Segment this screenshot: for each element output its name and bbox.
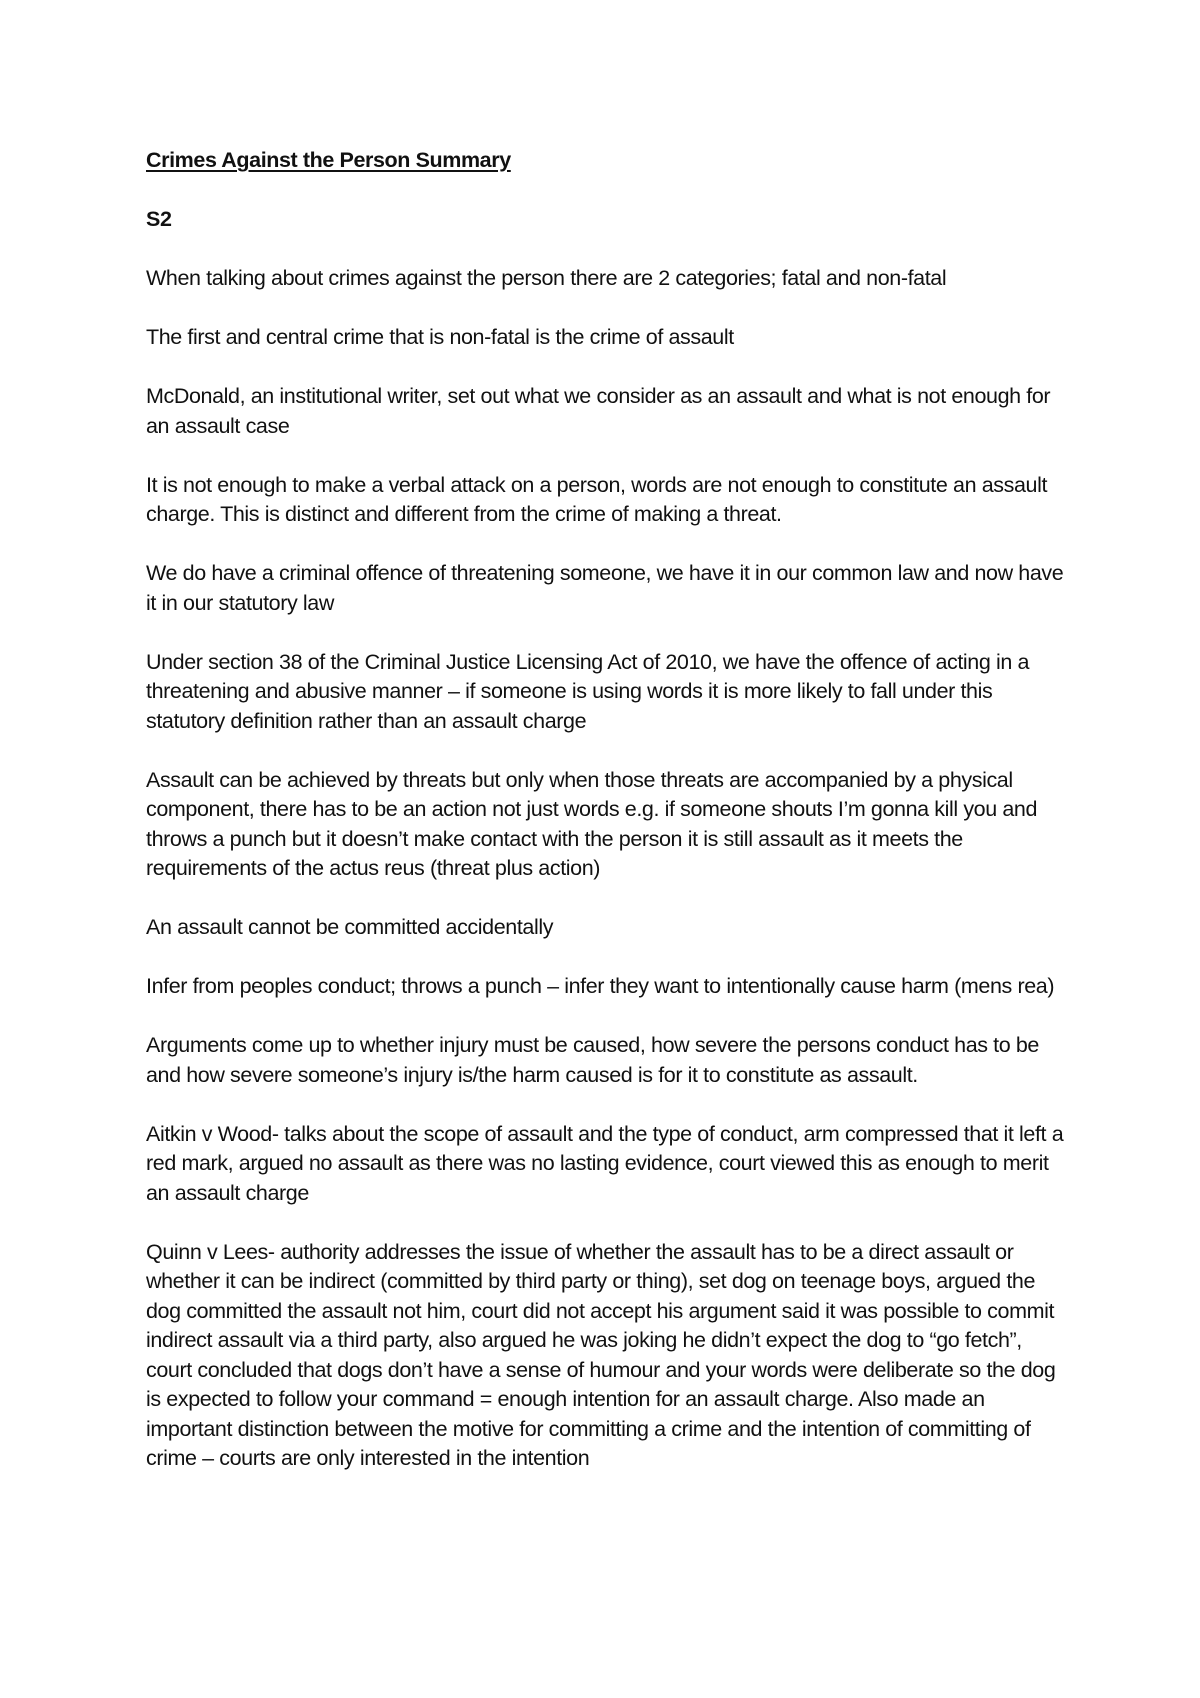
paragraph: McDonald, an institutional writer, set out what we consider as an assault and what is not enough for an assault case bbox=[146, 384, 1051, 438]
paragraph: Under section 38 of the Criminal Justice Licensing Act of 2010, we have the offence of acting in a threatening and abusive manner – if someone is using words it is more likely to fall under this statutory definition rather than an assault charge bbox=[146, 649, 1030, 733]
paragraph: Aitkin v Wood- talks about the scope of assault and the type of conduct, arm compressed that it left a red mark, argued no assault as there was no lasting evidence, court viewed this as enough to merit an assault charge bbox=[146, 1121, 1064, 1205]
paragraph: Infer from peoples conduct; throws a punch – infer they want to intentionally cause harm (mens rea) bbox=[146, 974, 1055, 998]
paragraph: When talking about crimes against the person there are 2 categories; fatal and non-fatal bbox=[146, 266, 947, 290]
document-title: Crimes Against the Person Summary bbox=[146, 148, 511, 172]
paragraph: It is not enough to make a verbal attack on a person, words are not enough to constitute an assault charge. This is distinct and different from the crime of making a threat. bbox=[146, 472, 1048, 526]
paragraph: Quinn v Lees- authority addresses the issue of whether the assault has to be a direct assault or whether it can be indirect (committed by third party or thing), set dog on teenage boys, argued the dog committed the assault not him, court did not accept his argument said it was possible to commit indirect assault via a third party, also argued he was joking he didn’t expect the dog to “go fetch”, court concluded that dogs don’t have a sense of humour and your words were deliberate so the dog is expected to follow your command = enough intention for an assault charge. Also made an important distinction between the motive for committing a crime and the intention of committing of crime – courts are only interested in the intention bbox=[146, 1239, 1056, 1470]
document-body bbox=[146, 146, 1066, 1503]
paragraph: Assault can be achieved by threats but only when those threats are accompanied by a physical component, there has to be an action not just words e.g. if someone shouts I’m gonna kill you and throws a punch but it doesn’t make contact with the person it is still assault as it meets the requirements of the actus reus (threat plus action) bbox=[146, 767, 1038, 880]
paragraph: Arguments come up to whether injury must be caused, how severe the persons conduct has to be and how severe someone’s injury is/the harm caused is for it to constitute as assault. bbox=[146, 1033, 1039, 1087]
paragraph: An assault cannot be committed accidentally bbox=[146, 915, 554, 939]
section-heading: S2 bbox=[146, 207, 172, 231]
paragraph: The first and central crime that is non-fatal is the crime of assault bbox=[146, 325, 734, 349]
paragraph: We do have a criminal offence of threatening someone, we have it in our common law and now have it in our statutory law bbox=[146, 561, 1064, 615]
